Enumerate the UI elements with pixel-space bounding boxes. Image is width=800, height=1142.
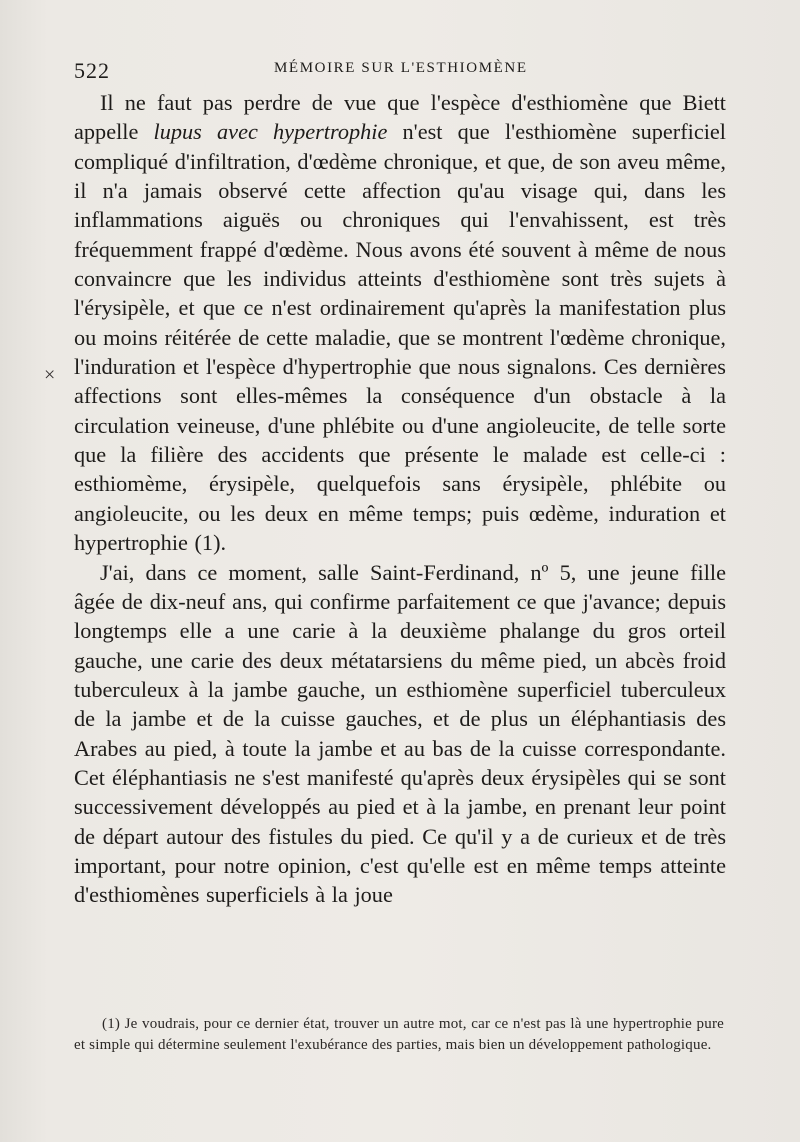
- footnote: (1) Je voudrais, pour ce dernier état, trouver un autre mot, car ce n'est pas là une hypertrophie pure et simple qui détermine seulement l'exubérance des parties, mais bien un développement pathologique.: [74, 1016, 724, 1053]
- paragraph-text: n'est que l'esthiomène superficiel compliqué d'infiltration, d'œdème chronique, et que, de son aveu même, il n'a jamais observé cette affection qu'au visage qui, dans les inflammations aiguës ou chroniques qui l'envahissent, est très fréquemment frappé d'œdème. Nous avons été souvent à même de nous convaincre que les individus atteints d'esthiomène sont très sujets à l'érysipèle, et que ce n'est ordinairement qu'après la manifestation plus ou moins réitérée de cette maladie, que se montrent l'œdème chronique, l'induration et l'espèce d'hypertrophie que nous signalons. Ces dernières affections sont elles-mêmes la conséquence d'un obstacle à la circulation veineuse, d'une phlébite ou d'une angioleucite, de telle sorte que la filière des accidents que présente le malade est celle-ci : esthiomème, érysipèle, quelquefois sans érysipèle, phlébite ou angioleucite, ou les deux en même temps; puis œdème, induration et hypertrophie (1).: [74, 119, 727, 556]
- page-number: 522: [74, 58, 110, 83]
- paragraph: J'ai, dans ce moment, salle Saint-Ferdinand, nº 5, une jeune fille âgée de dix-neuf ans, qui confirme parfaitement ce que j'avance; depuis longtemps elle a une carie à la deuxième phalange du gros orteil gauche, une carie des deux métatarsiens du même pied, un abcès froid tuberculeux à la jambe gauche, un esthiomène superficiel tuberculeux de la jambe et de la cuisse gauches, et de plus un éléphantiasis des Arabes au pied, à toute la jambe et au bas de la cuisse correspondante. Cet éléphantiasis ne s'est manifesté qu'après deux érysipèles qui se sont successivement développés au pied et à la jambe, en prenant leur point de départ autour des fistules du pied. Ce qu'il y a de curieux et de très important, pour notre opinion, c'est qu'elle est en même temps atteinte d'esthiomènes superficiels à la joue: [74, 559, 726, 908]
- italic-term: lupus avec hypertrophie: [153, 119, 388, 145]
- page-header: [74, 58, 724, 88]
- main-text: [74, 88, 726, 910]
- running-title: MÉMOIRE SUR L'ESTHIOMÈNE: [274, 60, 528, 76]
- margin-annotation-mark: ×: [44, 364, 56, 386]
- paragraph: [74, 88, 726, 558]
- paragraph-text: Il ne faut pas perdre de vue que l'espèce d'esthiomène que Biett appelle: [74, 90, 726, 145]
